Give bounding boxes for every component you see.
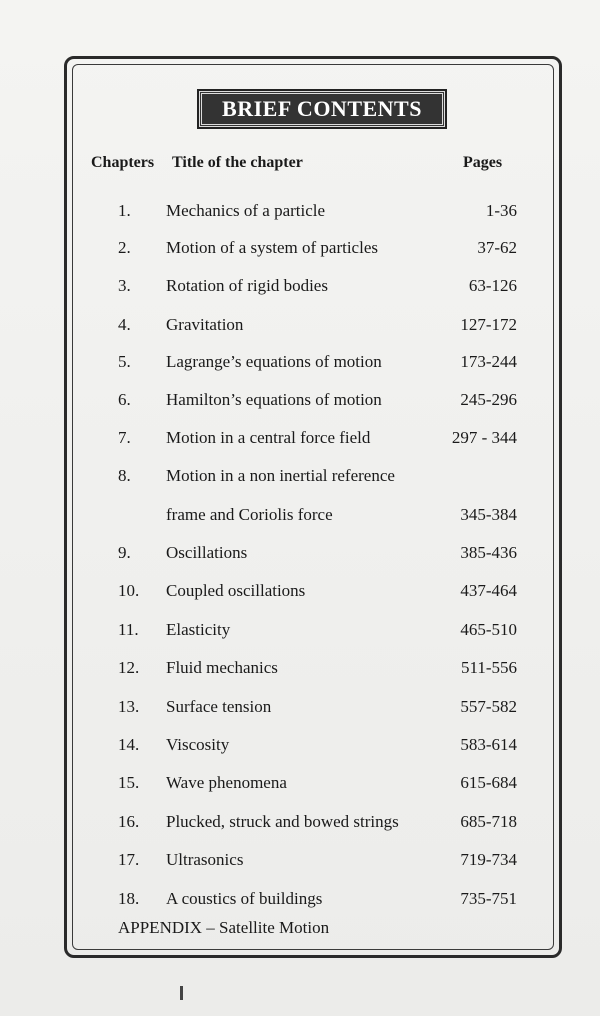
chapter-number: 4. [118,315,131,334]
chapter-title: Lagrange’s equations of motion [166,352,382,371]
chapter-number: 1. [118,201,131,220]
column-header-title: Title of the chapter [172,154,303,171]
chapter-pages: 437-464 [460,581,517,600]
chapter-title: Plucked, struck and bowed strings [166,812,399,831]
chapter-title: Surface tension [166,697,272,716]
chapter-title: Hamilton’s equations of motion [166,390,382,409]
chapter-title: Ultrasonics [166,850,244,869]
table-row [0,773,600,797]
table-row [0,543,600,567]
chapter-number: 2. [118,238,131,257]
chapter-pages: 1-36 [485,201,517,220]
column-header-chapters: Chapters [91,154,155,171]
chapter-number: 14. [118,735,140,754]
table-row [0,276,600,300]
table-row [0,620,600,644]
chapter-title: Motion in a non inertial reference [166,466,395,485]
chapter-pages: 245-296 [460,390,517,409]
appendix-line: APPENDIX – Satellite Motion [118,918,330,937]
chapter-title: A coustics of buildings [166,889,323,908]
table-row [0,658,600,682]
chapter-number: 18. [118,889,140,908]
table-row [0,466,600,490]
chapter-title: frame and Coriolis force [166,505,333,524]
chapter-number: 12. [118,658,140,677]
chapter-pages: 615-684 [460,773,517,792]
page-title: BRIEF CONTENTS [222,96,422,121]
table-row [0,352,600,376]
chapter-number: 13. [118,697,140,716]
chapter-number: 15. [118,773,140,792]
table-row [0,735,600,759]
chapter-pages: 557-582 [460,697,517,716]
chapter-pages: 465-510 [460,620,517,639]
chapter-title: Oscillations [166,543,248,562]
chapter-pages: 583-614 [460,735,517,754]
table-row [0,697,600,721]
page-mark [180,986,183,1000]
chapter-title: Gravitation [166,315,244,334]
chapter-title: Coupled oscillations [166,581,306,600]
chapter-pages: 127-172 [460,315,517,334]
chapter-number: 11. [118,620,139,639]
table-row [0,201,600,225]
chapter-number: 3. [118,276,131,295]
table-row [0,315,600,339]
heading-box [199,91,445,127]
table-row [0,850,600,874]
chapter-pages: 511-556 [460,658,517,677]
chapter-pages: 297 - 344 [451,428,517,447]
column-header-pages: Pages [463,154,503,171]
table-row [0,889,600,913]
chapter-pages: 685-718 [460,812,517,831]
chapter-pages: 345-384 [460,505,517,524]
chapter-number: 16. [118,812,140,831]
chapter-pages: 719-734 [460,850,517,869]
chapter-title: Rotation of rigid bodies [166,276,328,295]
chapter-number: 5. [118,352,131,371]
chapter-title: Fluid mechanics [166,658,278,677]
table-row [0,581,600,605]
chapter-title: Motion of a system of particles [166,238,378,257]
table-row [0,238,600,262]
chapter-title: Viscosity [166,735,230,754]
chapter-title: Motion in a central force field [166,428,371,447]
chapter-pages: 385-436 [460,543,517,562]
chapter-title: Elasticity [166,620,231,639]
chapter-pages: 63-126 [468,276,517,295]
chapter-pages: 173-244 [460,352,517,371]
chapter-title: Mechanics of a particle [166,201,326,220]
chapter-number: 7. [118,428,131,447]
table-row [0,428,600,452]
chapter-number: 10. [118,581,140,600]
chapter-number: 9. [118,543,131,562]
chapter-number: 6. [118,390,131,409]
chapter-pages: 735-751 [460,889,517,908]
chapter-title: Wave phenomena [166,773,287,792]
chapter-pages: 37-62 [477,238,517,257]
table-row [0,505,600,529]
table-row [0,812,600,836]
table-row [0,390,600,414]
chapter-number: 8. [118,466,131,485]
chapter-number: 17. [118,850,140,869]
